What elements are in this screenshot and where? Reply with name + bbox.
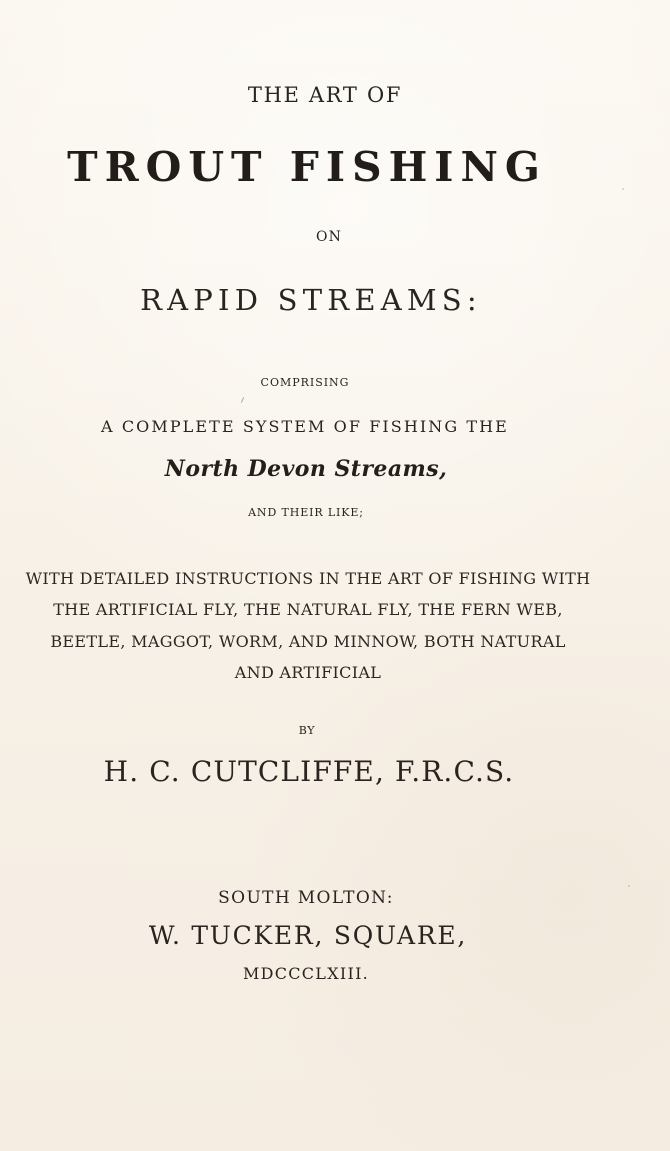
description-line-1: WITH DETAILED INSTRUCTIONS IN THE ART OF FISHING WITH [25,569,591,588]
title-on: ON [316,229,342,245]
comprising-label: COMPRISING [260,376,350,389]
author-name: H. C. CUTCLIFFE, F.R.C.S. [103,755,515,788]
by-label: BY [298,724,316,737]
paper-mark [241,397,244,403]
title-streams: RAPID STREAMS: [140,283,482,317]
publication-year: MDCCCLXIII. [242,964,370,983]
description-line-4: AND ARTIFICIAL [234,663,382,682]
description-line-3: BEETLE, MAGGOT, WORM, AND MINNOW, BOTH NATURAL [50,632,566,651]
description-line-2: THE ARTIFICIAL FLY, THE NATURAL FLY, THE FERN WEB, [53,600,563,619]
title-main: TROUT FISHING [67,143,547,191]
blackletter-subtitle: North Devon Streams, [164,456,448,482]
paper-speck [628,885,630,887]
publisher-name: W. TUCKER, SQUARE, [148,921,468,950]
paper-speck [622,188,624,190]
publication-place: SOUTH MOLTON: [218,888,394,908]
complete-system-line: A COMPLETE SYSTEM OF FISHING THE [101,417,509,436]
title-top: THE ART OF [247,83,403,107]
their-like-line: AND THEIR LIKE; [248,506,364,519]
